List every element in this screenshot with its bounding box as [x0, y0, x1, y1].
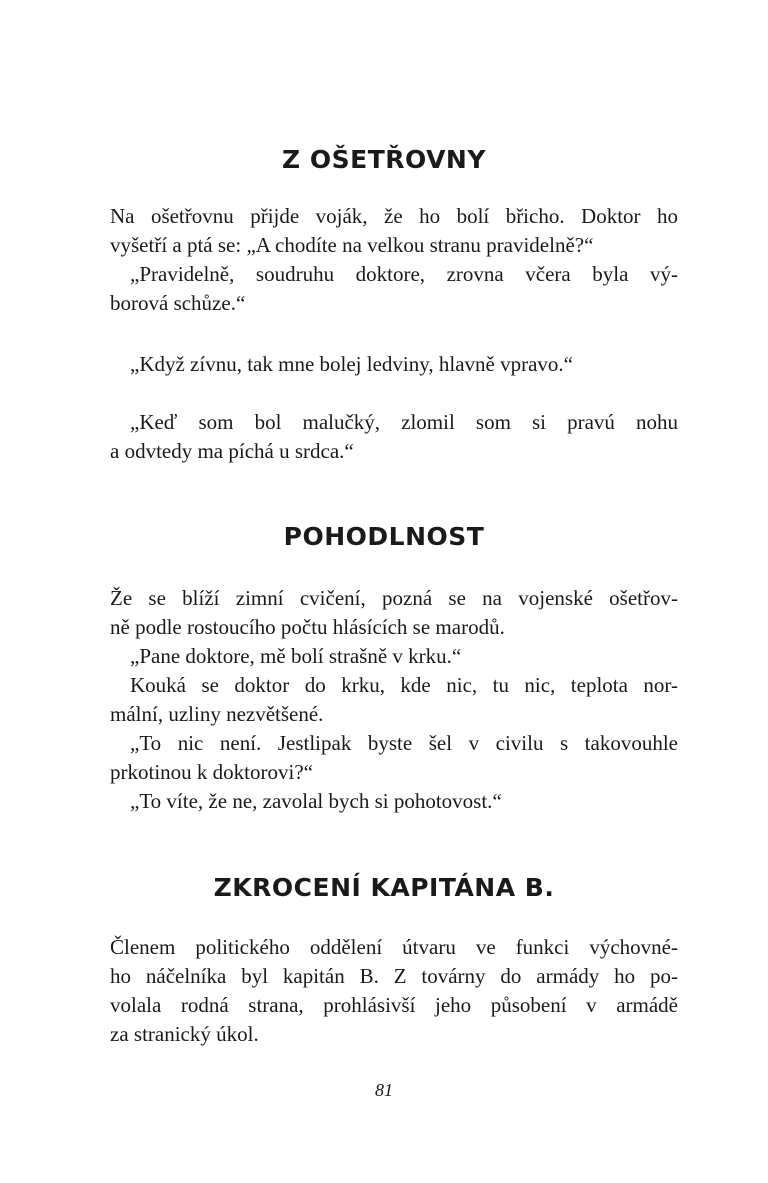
- section-title-z-osetrovny: Z OŠETŘOVNY: [282, 145, 486, 174]
- text-line: Kouká se doktor do krku, kde nic, tu nic, teplota nor-: [130, 673, 678, 697]
- text-line: Na ošetřovnu přijde voják, že ho bolí břicho. Doktor ho: [110, 204, 678, 228]
- paragraph: [110, 584, 678, 642]
- text-line: „Keď som bol malučký, zlomil som si pravú nohu: [130, 410, 678, 434]
- text-line: a odvtedy ma píchá u srdca.“: [110, 439, 354, 463]
- paragraph: [110, 729, 678, 787]
- text-line: „To nic není. Jestlipak byste šel v civilu s takovouhle: [130, 731, 678, 755]
- text-line: za stranický úkol.: [110, 1022, 259, 1046]
- text-line: vyšetří a ptá se: „A chodíte na velkou stranu pravidelně?“: [110, 233, 594, 257]
- text-line: Že se blíží zimní cvičení, pozná se na vojenské ošetřov-: [110, 586, 678, 610]
- paragraph: [110, 933, 678, 1049]
- text-line: prkotinou k doktorovi?“: [110, 760, 313, 784]
- paragraph: [110, 202, 678, 260]
- paragraph: [110, 642, 678, 671]
- text-line: volala rodná strana, prohlásivší jeho působení v armádě: [110, 993, 678, 1017]
- page-number: 81: [375, 1080, 393, 1100]
- text-line: „Když zívnu, tak mne bolej ledviny, hlavně vpravo.“: [130, 352, 573, 376]
- paragraph: [110, 787, 678, 816]
- paragraph: [110, 260, 678, 318]
- section-body-pohodlnost: [110, 584, 678, 816]
- text-line: mální, uzliny nezvětšené.: [110, 702, 324, 726]
- text-line: „Pane doktore, mě bolí strašně v krku.“: [130, 644, 462, 668]
- text-line: „To víte, že ne, zavolal bych si pohotovost.“: [130, 789, 502, 813]
- paragraph: [110, 671, 678, 729]
- text-line: borová schůze.“: [110, 291, 246, 315]
- section-body-joke-2: [110, 350, 678, 379]
- section-title-zkroceni-kapitana: ZKROCENÍ KAPITÁNA B.: [213, 873, 555, 902]
- section-body-z-osetrovny: [110, 202, 678, 318]
- text-line: ně podle rostoucího počtu hlásících se marodů.: [110, 615, 505, 639]
- text-line: ho náčelníka byl kapitán B. Z továrny do armády ho po-: [110, 964, 678, 988]
- section-body-zkroceni-kapitana: [110, 933, 678, 1049]
- paragraph: [110, 350, 678, 379]
- text-line: „Pravidelně, soudruhu doktore, zrovna včera byla vý-: [130, 262, 678, 286]
- paragraph: [110, 408, 678, 466]
- section-body-joke-3: [110, 408, 678, 466]
- text-line: Členem politického oddělení útvaru ve funkci výchovné-: [110, 935, 678, 959]
- section-title-pohodlnost: POHODLNOST: [283, 522, 485, 551]
